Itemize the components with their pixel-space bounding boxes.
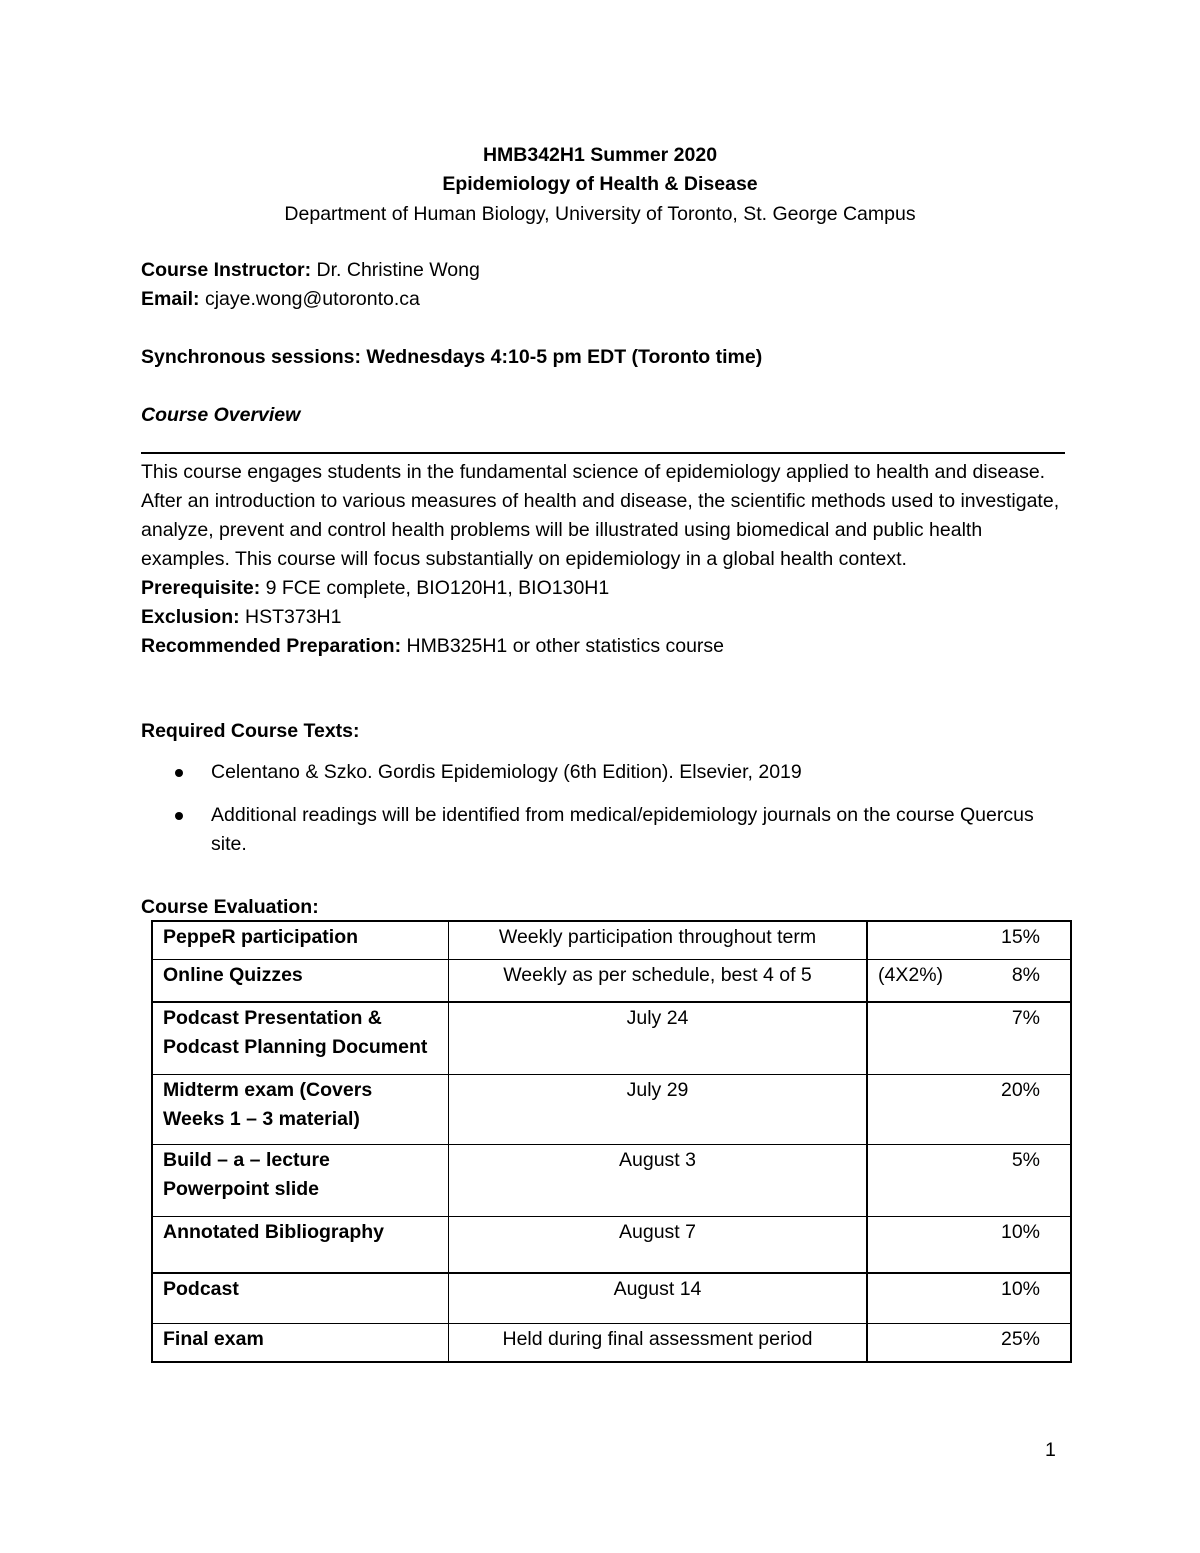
- course-title: Epidemiology of Health & Disease: [442, 173, 758, 195]
- exclusion-label: Exclusion:: [141, 606, 240, 628]
- recommended-line: [141, 632, 1071, 661]
- table-row: [152, 1002, 1071, 1075]
- eval-item: Online Quizzes: [152, 960, 449, 1003]
- prerequisite-line: [141, 574, 1071, 603]
- exclusion-line: [141, 603, 1071, 632]
- eval-when: July 24: [449, 1002, 868, 1075]
- overview-divider: [141, 452, 1065, 454]
- email-line: [141, 285, 420, 314]
- eval-when: August 7: [449, 1217, 868, 1274]
- eval-item: Midterm exam (Covers Weeks 1 – 3 material): [152, 1075, 449, 1145]
- table-row: [152, 1217, 1071, 1274]
- eval-when: Weekly as per schedule, best 4 of 5: [449, 960, 868, 1003]
- page-number: 1: [1045, 1439, 1056, 1461]
- course-code: HMB342H1 Summer 2020: [482, 144, 718, 166]
- prerequisite-value: 9 FCE complete, BIO120H1, BIO130H1: [260, 577, 610, 599]
- bullet-icon: [175, 769, 183, 777]
- table-row: [152, 1145, 1071, 1217]
- eval-when: Held during final assessment period: [449, 1324, 868, 1363]
- eval-item: Podcast Presentation & Podcast Planning Document: [152, 1002, 449, 1075]
- eval-when: Weekly participation throughout term: [449, 921, 868, 960]
- overview-text: This course engages students in the fundamental science of epidemiology applied to health and disease. After an introduction to various measures of health and disease, the scientific methods used to investigate, analyze, prevent and control health problems will be illustrated using biomedical and public health examples. This course will focus substantially on epidemiology in a global health context.: [141, 461, 1060, 570]
- evaluation-heading: Course Evaluation:: [141, 896, 319, 918]
- quiz-note: (4X2%): [878, 964, 944, 986]
- eval-when: July 29: [449, 1075, 868, 1145]
- eval-weight: 20%: [867, 1075, 1071, 1145]
- list-item: [141, 758, 1071, 787]
- eval-weight: 7%: [867, 1002, 1071, 1075]
- text-item-label: Additional readings will be identified from medical/epidemiology journals on the course Quercus site.: [211, 804, 1034, 855]
- table-row: [152, 1075, 1071, 1145]
- recommended-value: HMB325H1 or other statistics course: [401, 635, 725, 657]
- email-label: Email:: [141, 288, 200, 310]
- list-item: [141, 801, 1071, 859]
- prerequisite-label: Prerequisite:: [141, 577, 261, 599]
- texts-heading: Required Course Texts:: [141, 720, 360, 742]
- table-row: [152, 1324, 1071, 1363]
- department-line: Department of Human Biology, University of Toronto, St. George Campus: [284, 203, 916, 225]
- texts-list: [141, 758, 1071, 873]
- overview-heading: Course Overview: [141, 404, 301, 426]
- eval-item: Podcast: [152, 1273, 449, 1324]
- eval-weight: 10%: [867, 1273, 1071, 1324]
- email-value: cjaye.wong@utoronto.ca: [199, 288, 420, 310]
- eval-item: Final exam: [152, 1324, 449, 1363]
- sessions-line: Synchronous sessions: Wednesdays 4:10-5 pm EDT (Toronto time): [141, 346, 763, 368]
- recommended-label: Recommended Preparation:: [141, 635, 402, 657]
- eval-item: Build – a – lecture Powerpoint slide: [152, 1145, 449, 1217]
- table-row: [152, 1273, 1071, 1324]
- instructor-value: Dr. Christine Wong: [311, 259, 480, 281]
- eval-weight-cell: [867, 960, 1071, 1003]
- instructor-line: [141, 256, 480, 285]
- eval-when: August 3: [449, 1145, 868, 1217]
- table-row: [152, 960, 1071, 1003]
- eval-item: PeppeR participation: [152, 921, 449, 960]
- overview-section: [141, 458, 1071, 661]
- bullet-icon: [175, 812, 183, 820]
- eval-weight: 25%: [867, 1324, 1071, 1363]
- exclusion-value: HST373H1: [239, 606, 342, 628]
- eval-item: Annotated Bibliography: [152, 1217, 449, 1274]
- instructor-label: Course Instructor:: [141, 259, 312, 281]
- evaluation-table: [151, 920, 1072, 1363]
- eval-weight: 10%: [867, 1217, 1071, 1274]
- quiz-weight-split: [878, 961, 1040, 990]
- eval-when: August 14: [449, 1273, 868, 1324]
- eval-weight: 5%: [867, 1145, 1071, 1217]
- table-row: [152, 921, 1071, 960]
- eval-weight: 8%: [1011, 964, 1040, 986]
- text-item-label: Celentano & Szko. Gordis Epidemiology (6th Edition). Elsevier, 2019: [211, 761, 802, 783]
- eval-weight: 15%: [867, 921, 1071, 960]
